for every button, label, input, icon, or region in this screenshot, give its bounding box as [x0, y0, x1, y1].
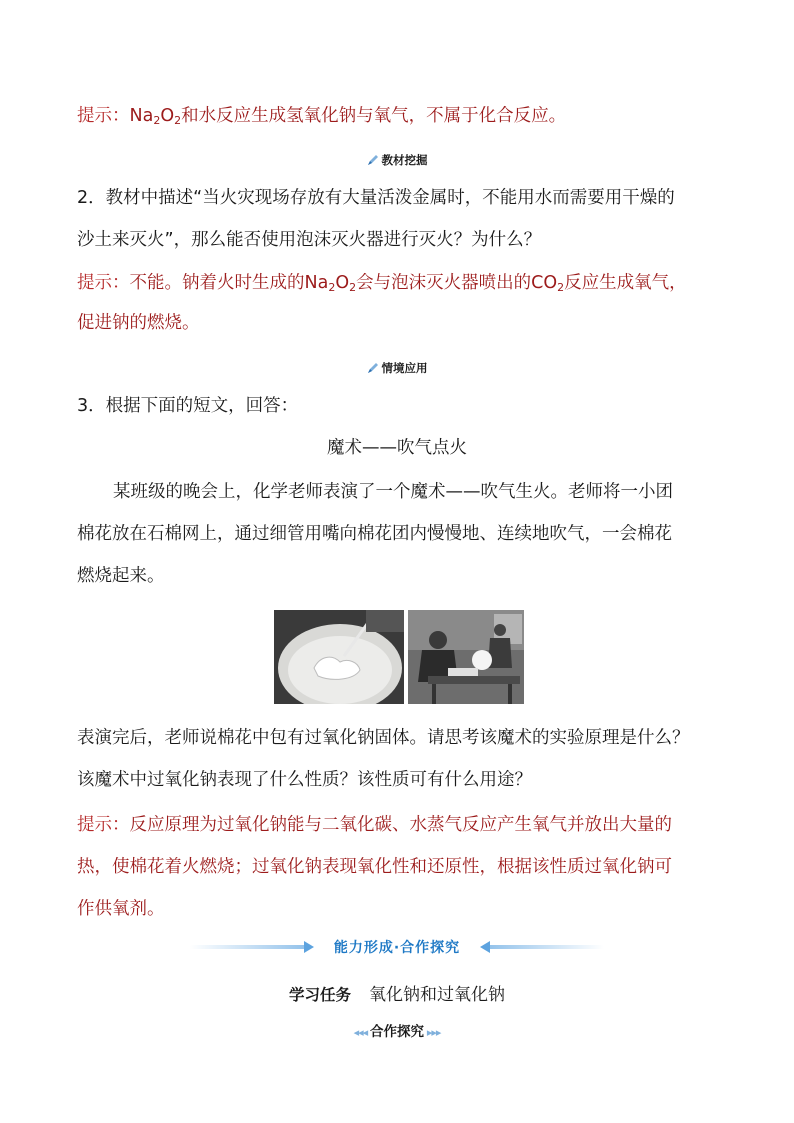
- hint-label: 提示：: [77, 815, 130, 835]
- passage-line-3: 燃烧起来。: [77, 566, 165, 586]
- hint-3-line-1: 提示：反应原理为过氧化钠能与二氧化碳、水蒸气反应产生氧气并放出大量的: [77, 815, 672, 835]
- task-title: 氧化钠和过氧化钠: [369, 985, 505, 1005]
- cotton-on-gauze-photo: [274, 610, 404, 704]
- section-tag-textbook: 教材挖掘: [0, 152, 794, 168]
- task-label: 学习任务: [288, 986, 351, 1004]
- pen-icon: [367, 362, 379, 374]
- hint-label: 提示：: [77, 106, 130, 126]
- passage-title: 魔术——吹气点火: [327, 438, 467, 458]
- hint-2-line-1: 提示：不能。钠着火时生成的$Na_2O_2$会与泡沫灭火器喷出的$CO_2$反应生成氧气，: [77, 273, 687, 294]
- left-arrows-icon: ◂◂◂: [353, 1026, 370, 1039]
- question-3-intro: 3．根据下面的短文，回答：: [77, 396, 299, 416]
- question-3-ask-2: 该魔术中过氧化钠表现了什么性质？该性质可有什么用途？: [77, 770, 532, 790]
- hint-3-line-2: 热，使棉花着火燃烧；过氧化钠表现氧化性和还原性，根据该性质过氧化钠可: [77, 857, 672, 877]
- right-arrows-icon: ▸▸▸: [424, 1026, 441, 1039]
- hint-label: 提示：: [77, 273, 130, 293]
- hint-1: 提示：$Na_2O_2$和水反应生成氢氧化钠与氧气，不属于化合反应。: [77, 106, 567, 127]
- hint-2-line-2: 促进钠的燃烧。: [77, 313, 200, 333]
- learning-task: [0, 980, 794, 1005]
- pen-icon: [367, 154, 379, 166]
- question-3-ask-1: 表演完后，老师说棉花中包有过氧化钠固体。请思考该魔术的实验原理是什么？: [77, 728, 690, 748]
- question-2-line-2: 沙土来灭火”，那么能否使用泡沫灭火器进行灭火？为什么？: [77, 230, 542, 250]
- section-tag-context: 情境应用: [0, 360, 794, 376]
- question-2-line-1: 2．教材中描述“当火灾现场存放有大量活泼金属时，不能用水而需要用干燥的: [77, 188, 675, 208]
- teacher-demo-photo: [408, 610, 524, 704]
- passage-line-1: 某班级的晚会上，化学老师表演了一个魔术——吹气生火。老师将一小团: [113, 482, 673, 502]
- hint-3-line-3: 作供氧剂。: [77, 899, 165, 919]
- passage-line-2: 棉花放在石棉网上，通过细管用嘴向棉花团内慢慢地、连续地吹气，一会棉花: [77, 524, 672, 544]
- sub-banner: ◂◂◂ 合作探究 ▸▸▸: [353, 1024, 441, 1040]
- section-banner-title: 能力形成·合作探究: [333, 940, 461, 956]
